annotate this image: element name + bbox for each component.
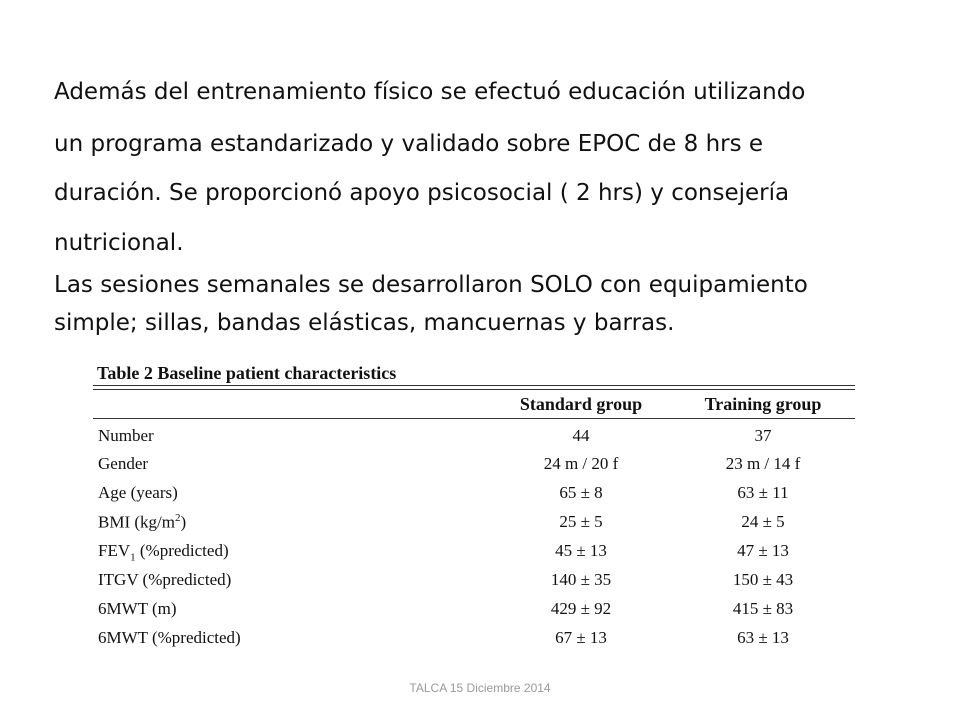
paragraph-1-line-4: nutricional. (54, 230, 184, 256)
standard-value: 45 ± 13 (555, 541, 607, 560)
standard-value: 25 ± 5 (559, 512, 603, 531)
bmi-label-end: ) (180, 512, 187, 532)
standard-value: 140 ± 35 (550, 570, 612, 589)
footer-text: TALCA 15 Diciembre 2014 (409, 681, 551, 695)
standard-value: 67 ± 13 (555, 628, 607, 647)
standard-value: 429 ± 92 (550, 599, 612, 618)
row-label (98, 512, 186, 533)
fev-label-subscript: 1 (130, 551, 136, 564)
table-row (93, 426, 855, 452)
row-label: Number (98, 426, 154, 445)
row-label: 6MWT (%predicted) (98, 628, 241, 647)
table-row (93, 628, 855, 654)
training-value: 47 ± 13 (737, 541, 789, 560)
paragraph-1-line-2: un programa estandarizado y validado sobre EPOC de 8 hrs e (54, 131, 764, 157)
standard-value: 65 ± 8 (559, 483, 603, 502)
training-value: 415 ± 83 (732, 599, 794, 618)
paragraph-2-line-1: Las sesiones semanales se desarrollaron SOLO con equipamiento (54, 272, 808, 298)
paragraph-2-line-2: simple; sillas, bandas elásticas, mancuernas y barras. (54, 310, 675, 336)
table-top-rule-2 (93, 389, 855, 390)
training-value: 63 ± 13 (737, 628, 789, 647)
baseline-table-image (93, 360, 855, 666)
fev-label-end: (%predicted) (135, 541, 229, 560)
row-label: ITGV (%predicted) (98, 570, 232, 589)
standard-value: 44 (572, 426, 590, 445)
table-row (93, 483, 855, 509)
standard-value: 24 m / 20 f (543, 454, 619, 473)
row-label: Age (years) (98, 483, 178, 502)
row-label: 6MWT (m) (98, 599, 177, 618)
bmi-label-main: BMI (kg/m (98, 512, 175, 532)
col-header-training: Training group (704, 394, 822, 414)
fev-label-main: FEV (98, 541, 131, 560)
table-row (93, 570, 855, 596)
paragraph-1-line-3: duración. Se proporcionó apoyo psicosocial ( 2 hrs) y consejería (54, 180, 790, 206)
table-row (93, 454, 855, 480)
table-row (93, 512, 855, 538)
training-value: 24 ± 5 (741, 512, 785, 531)
header-bottom-rule (93, 418, 855, 419)
training-value: 150 ± 43 (732, 570, 794, 589)
table-top-rule (93, 385, 855, 386)
paragraph-1-line-1: Además del entrenamiento físico se efectuó educación utilizando (54, 79, 806, 105)
table-caption: Table 2 Baseline patient characteristics (97, 363, 397, 383)
table-row (93, 599, 855, 625)
col-header-standard: Standard group (519, 394, 643, 414)
row-label: Gender (98, 454, 149, 473)
row-label (98, 541, 229, 563)
training-value: 23 m / 14 f (725, 454, 801, 473)
training-value: 37 (754, 426, 772, 445)
bmi-label-superscript: 2 (174, 512, 181, 524)
training-value: 63 ± 11 (737, 483, 789, 502)
table-row (93, 541, 855, 567)
